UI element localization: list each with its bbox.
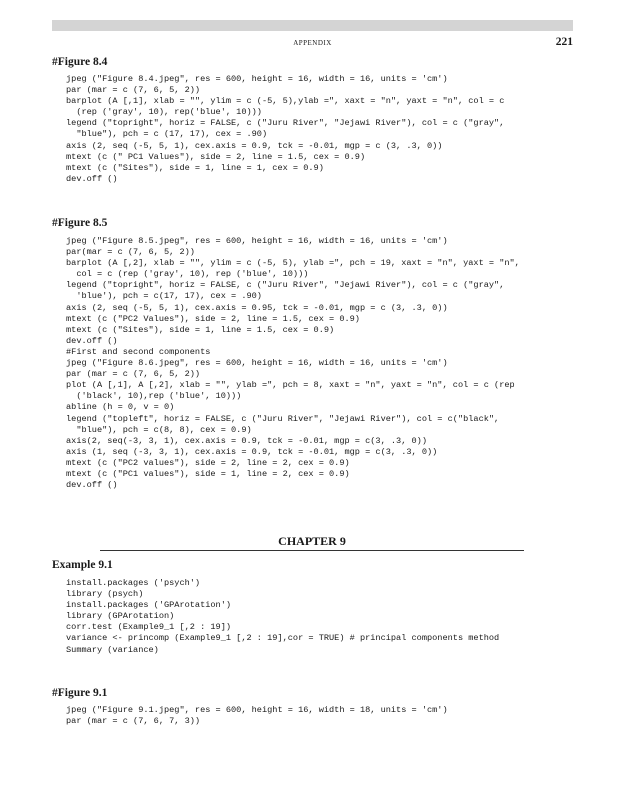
code-line: dev.off (): [66, 480, 118, 491]
code-line: legend ("topright", horiz = FALSE, c ("Juru River", "Jejawi River"), col = c ("gray",: [66, 280, 505, 291]
code-line: variance <- princomp (Example9_1 [,2 : 19],cor = TRUE) # principal components method: [66, 633, 500, 644]
code-line: "blue"), pch = c (17, 17), cex = .90): [66, 129, 268, 140]
code-line: par (mar = c (7, 6, 7, 3)): [66, 716, 201, 727]
code-line: ('black', 10),rep ('blue', 10))): [66, 391, 242, 402]
chapter-rule: [100, 550, 524, 551]
code-line: jpeg ("Figure 8.4.jpeg", res = 600, height = 16, width = 16, units = 'cm'): [66, 74, 448, 84]
code-line: Summary (variance): [66, 644, 159, 655]
code-line: #First and second components: [66, 346, 211, 357]
code-line: "blue"), pch = c(8, 8), cex = 0.9): [66, 424, 252, 435]
figure-9-1-code: [66, 705, 586, 727]
code-line: plot (A [,1], A [,2], xlab = "", ylab =", pch = 8, xaxt = "n", yaxt = "n", col = c (rep: [66, 380, 515, 391]
example-9-1-code: [66, 578, 586, 656]
code-line: abline (h = 0, v = 0): [66, 402, 175, 413]
code-line: par (mar = c (7, 6, 5, 2)): [66, 85, 201, 96]
figure-8-4-code: [66, 74, 586, 185]
section-label: APPENDIX: [293, 39, 332, 47]
code-line: legend ("topright", horiz = FALSE, c ("Juru River", "Jejawi River"), col = c ("gray",: [66, 118, 505, 129]
code-line: jpeg ("Figure 8.5.jpeg", res = 600, height = 16, width = 16, units = 'cm'): [66, 236, 448, 246]
page-number: 221: [555, 36, 573, 48]
code-line: mtext (c ("PC1 values"), side = 1, line = 2, cex = 0.9): [66, 468, 350, 479]
example-9-1-heading: Example 9.1: [52, 559, 113, 571]
code-line: mtext (c ("Sites"), side = 1, line = 1.5, cex = 0.9): [66, 324, 335, 335]
figure-8-5-code: [66, 236, 586, 491]
code-line: jpeg ("Figure 9.1.jpeg", res = 600, height = 16, width = 18, units = 'cm'): [66, 705, 448, 715]
running-head: [52, 37, 573, 53]
code-line: mtext (c ("PC2 values"), side = 2, line = 2, cex = 0.9): [66, 457, 350, 468]
header-band: [52, 20, 573, 31]
code-line: mtext (c ("PC2 Values"), side = 2, line = 1.5, cex = 0.9): [66, 313, 360, 324]
code-line: barplot (A [,2], xlab = "", ylim = c (-5, 5), ylab =", pch = 19, xaxt = "n", yaxt = "n",: [66, 258, 520, 269]
code-line: axis (2, seq (-5, 5, 1), cex.axis = 0.9, tck = -0.01, mgp = c (3, .3, 0)): [66, 140, 443, 151]
code-line: axis (2, seq (-5, 5, 1), cex.axis = 0.95, tck = -0.01, mgp = c (3, .3, 0)): [66, 302, 448, 313]
code-line: par(mar = c (7, 6, 5, 2)): [66, 247, 195, 258]
code-line: install.packages ('psych'): [66, 578, 201, 588]
code-line: col = c (rep ('gray', 10), rep ('blue', 10))): [66, 269, 309, 280]
figure-8-4-heading: #Figure 8.4: [52, 56, 108, 68]
code-line: dev.off (): [66, 173, 118, 184]
figure-9-1-heading: #Figure 9.1: [52, 687, 108, 699]
code-line: mtext (c (" PC1 Values"), side = 2, line = 1.5, cex = 0.9): [66, 151, 366, 162]
code-line: jpeg ("Figure 8.6.jpeg", res = 600, height = 16, width = 16, units = 'cm'): [66, 358, 448, 369]
code-line: (rep ('gray', 10), rep('blue', 10))): [66, 107, 262, 118]
code-line: barplot (A [,1], xlab = "", ylim = c (-5, 5),ylab =", xaxt = "n", yaxt = "n", col = c: [66, 96, 505, 107]
code-line: corr.test (Example9_1 [,2 : 19]): [66, 622, 232, 633]
code-line: library (GPArotation): [66, 611, 175, 622]
code-line: axis(2, seq(-3, 3, 1), cex.axis = 0.9, tck = -0.01, mgp = c(3, .3, 0)): [66, 435, 427, 446]
code-line: axis (1, seq (-3, 3, 1), cex.axis = 0.9, tck = -0.01, mgp = c(3, .3, 0)): [66, 446, 438, 457]
code-line: 'blue'), pch = c(17, 17), cex = .90): [66, 291, 262, 302]
code-line: dev.off (): [66, 335, 118, 346]
chapter-title: CHAPTER 9: [278, 534, 346, 548]
code-line: install.packages ('GPArotation'): [66, 600, 232, 611]
code-line: par (mar = c (7, 6, 5, 2)): [66, 369, 201, 380]
code-line: legend ("topleft", horiz = FALSE, c ("Juru River", "Jejawi River"), col = c("black",: [66, 413, 500, 424]
figure-8-5-heading: #Figure 8.5: [52, 217, 108, 229]
code-line: mtext (c ("Sites"), side = 1, line = 1, cex = 0.9): [66, 162, 324, 173]
code-line: library (psych): [66, 589, 144, 600]
